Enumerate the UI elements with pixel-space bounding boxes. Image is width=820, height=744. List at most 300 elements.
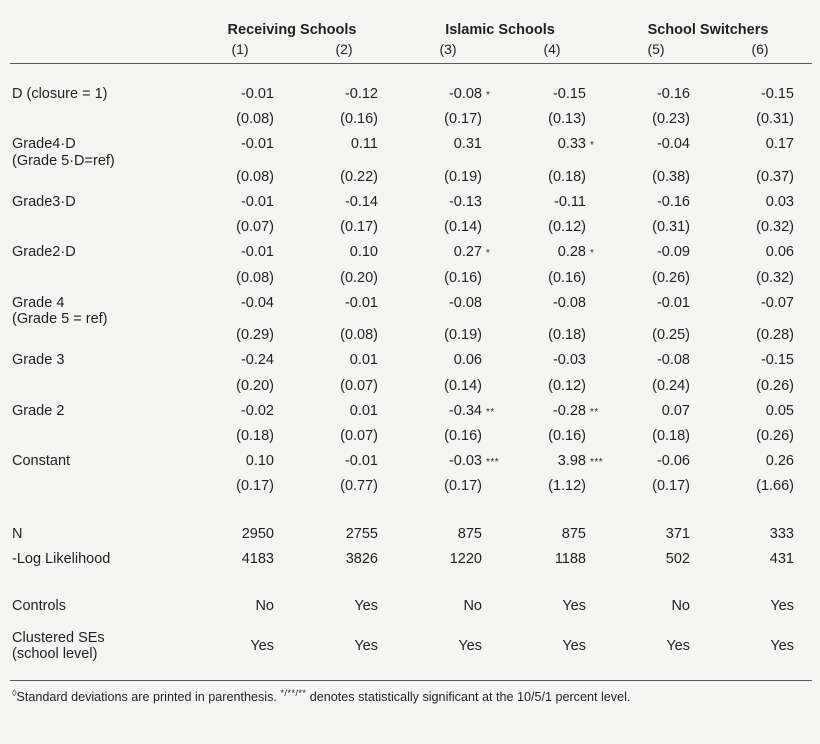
significance-stars xyxy=(380,295,396,327)
standard-error-value: (0.18) xyxy=(236,428,274,444)
coefficient-value: -0.08 xyxy=(448,294,482,311)
table-header xyxy=(10,0,812,64)
significance-stars-blank xyxy=(692,270,708,295)
significance-stars xyxy=(380,86,396,111)
significance-stars-blank xyxy=(588,623,604,669)
significance-stars-blank xyxy=(796,270,812,295)
significance-stars-blank xyxy=(588,526,604,551)
standard-error-value: (0.17) xyxy=(236,478,274,495)
significance-stars: * xyxy=(590,248,595,260)
table-row xyxy=(10,327,812,352)
standard-error-value: (0.26) xyxy=(756,428,794,444)
significance-stars-blank xyxy=(380,270,396,295)
significance-stars-blank xyxy=(380,623,396,669)
statistic-value: 2755 xyxy=(345,525,378,542)
statistic-value: 371 xyxy=(665,525,690,542)
significance-stars-blank xyxy=(276,111,292,136)
table-row xyxy=(10,598,812,623)
row-label-blank xyxy=(10,219,188,244)
significance-stars-blank xyxy=(588,270,604,295)
significance-stars xyxy=(796,194,812,219)
significance-stars-blank xyxy=(380,526,396,551)
column-number-3: (3) xyxy=(439,41,457,57)
coefficient-value: -0.01 xyxy=(344,453,378,470)
column-group-school-switchers: School Switchers xyxy=(647,22,769,38)
significance-stars-blank xyxy=(276,478,292,503)
pre-footer-spacer xyxy=(10,669,812,681)
standard-error-value: (0.32) xyxy=(756,219,794,236)
column-number-2: (2) xyxy=(335,41,353,57)
significance-stars-blank xyxy=(692,169,708,194)
row-label: Grade3·D xyxy=(12,194,76,211)
significance-stars-blank xyxy=(692,378,708,403)
statistic-value: 1220 xyxy=(449,550,482,567)
table-row xyxy=(10,551,812,576)
significance-stars-blank xyxy=(484,219,500,244)
coefficient-value: -0.28 xyxy=(552,402,586,419)
table-row xyxy=(10,623,812,669)
standard-error-value: (0.16) xyxy=(444,428,482,444)
significance-stars-blank xyxy=(380,478,396,503)
significance-stars xyxy=(692,403,708,428)
significance-stars: * xyxy=(486,248,491,260)
table-footnote xyxy=(10,688,812,704)
header-corner-cell xyxy=(10,22,188,41)
standard-error-value: (0.17) xyxy=(652,478,690,495)
standard-error-value: (0.29) xyxy=(236,327,274,344)
row-label-blank xyxy=(10,270,188,295)
table-row xyxy=(10,244,812,269)
significance-stars-blank xyxy=(484,623,500,669)
significance-stars-blank xyxy=(692,219,708,244)
specification-value: Yes xyxy=(666,638,690,655)
row-label: Controls xyxy=(12,597,66,614)
statistic-value: 2950 xyxy=(241,525,274,542)
standard-error-value: (0.13) xyxy=(548,111,586,128)
coefficient-value: 0.17 xyxy=(765,136,794,153)
coefficient-value: -0.11 xyxy=(554,194,586,211)
table-row xyxy=(10,403,812,428)
significance-stars-blank xyxy=(380,327,396,352)
significance-stars-blank xyxy=(588,478,604,503)
significance-stars-blank xyxy=(276,551,292,576)
significance-stars-blank xyxy=(588,219,604,244)
header-top-spacer xyxy=(10,0,812,22)
column-number-1: (1) xyxy=(231,41,249,57)
table-row xyxy=(10,295,812,327)
footnote-text-before: Standard deviations are printed in parenthesis. xyxy=(16,690,281,705)
table-row xyxy=(10,219,812,244)
coefficient-value: 0.10 xyxy=(349,244,378,261)
significance-stars: ** xyxy=(590,406,599,418)
coefficient-value: 0.26 xyxy=(765,453,794,470)
significance-stars xyxy=(380,244,396,269)
significance-stars xyxy=(796,403,812,428)
standard-error-value: (0.07) xyxy=(340,377,378,394)
significance-stars xyxy=(276,352,292,377)
table-row xyxy=(10,270,812,295)
specification-value: Yes xyxy=(770,597,794,614)
row-label-line1: Grade 4 xyxy=(12,294,65,311)
significance-stars-blank xyxy=(796,428,812,453)
specification-value: Yes xyxy=(354,597,378,614)
footnote-marker-icon: ◊ xyxy=(12,688,17,699)
coefficient-value: 3.98 xyxy=(557,453,586,470)
coefficient-value: -0.07 xyxy=(760,294,794,311)
significance-stars xyxy=(692,352,708,377)
significance-stars-blank xyxy=(276,623,292,669)
significance-stars xyxy=(484,136,500,168)
significance-stars-blank xyxy=(380,378,396,403)
significance-stars xyxy=(588,194,604,219)
significance-stars xyxy=(588,295,604,327)
significance-stars xyxy=(796,453,812,478)
significance-stars xyxy=(484,352,500,377)
significance-stars-blank xyxy=(484,270,500,295)
statistic-value: 875 xyxy=(561,525,586,542)
coefficient-value: -0.16 xyxy=(656,86,690,102)
significance-stars-blank xyxy=(796,551,812,576)
row-label: N xyxy=(12,525,23,542)
significance-stars-blank xyxy=(484,327,500,352)
coefficient-value: -0.15 xyxy=(760,352,794,369)
coefficient-value: -0.15 xyxy=(552,86,586,102)
stats-spacer xyxy=(10,504,812,526)
standard-error-value: (1.12) xyxy=(548,478,586,495)
standard-error-value: (0.25) xyxy=(652,327,690,344)
footer-rule xyxy=(10,681,812,683)
standard-error-value: (0.16) xyxy=(548,269,586,286)
standard-error-value: (0.08) xyxy=(236,269,274,286)
specification-value: No xyxy=(255,597,274,614)
statistic-value: 875 xyxy=(457,525,482,542)
footnote-text-after: denotes statistically significant at the 10/5/1 percent level. xyxy=(306,690,631,705)
footnote-significance-stars: */**/** xyxy=(280,688,307,700)
significance-stars-blank xyxy=(796,526,812,551)
significance-stars-blank xyxy=(692,111,708,136)
standard-error-value: (0.17) xyxy=(444,478,482,495)
table-row xyxy=(10,111,812,136)
row-label-blank xyxy=(10,169,188,194)
coefficient-value: 0.05 xyxy=(765,402,794,419)
significance-stars-blank xyxy=(276,219,292,244)
coefficient-value: 0.06 xyxy=(765,244,794,261)
significance-stars-blank xyxy=(692,526,708,551)
standard-error-value: (0.08) xyxy=(236,168,274,185)
standard-error-value: (0.18) xyxy=(548,327,586,344)
significance-stars-blank xyxy=(588,551,604,576)
coefficient-value: 0.07 xyxy=(661,402,690,419)
specification-value: Yes xyxy=(770,638,794,655)
significance-stars-blank xyxy=(692,428,708,453)
coefficient-value: 0.03 xyxy=(765,194,794,211)
significance-stars xyxy=(276,453,292,478)
coefficient-value: -0.01 xyxy=(240,194,274,211)
standard-error-value: (0.08) xyxy=(236,111,274,128)
standard-error-value: (0.37) xyxy=(756,168,794,185)
standard-error-value: (0.38) xyxy=(652,168,690,185)
standard-error-value: (0.17) xyxy=(444,111,482,128)
table-row xyxy=(10,453,812,478)
table-row xyxy=(10,194,812,219)
row-label: D (closure = 1) xyxy=(12,86,108,102)
standard-error-value: (0.26) xyxy=(652,269,690,286)
row-label-line1: Clustered SEs xyxy=(12,629,105,646)
coefficient-value: -0.08 xyxy=(552,294,586,311)
specification-value: No xyxy=(671,597,690,614)
statistic-value: 4183 xyxy=(241,550,274,567)
significance-stars-blank xyxy=(484,378,500,403)
significance-stars xyxy=(692,244,708,269)
standard-error-value: (0.16) xyxy=(548,428,586,444)
significance-stars: * xyxy=(486,90,491,101)
significance-stars: *** xyxy=(486,457,500,469)
specification-value: Yes xyxy=(562,597,586,614)
significance-stars-blank xyxy=(588,111,604,136)
standard-error-value: (0.20) xyxy=(236,377,274,394)
significance-stars: * xyxy=(590,140,595,152)
significance-stars-blank xyxy=(588,378,604,403)
coefficient-value: -0.01 xyxy=(240,244,274,261)
significance-stars: *** xyxy=(590,457,604,469)
coefficient-value: 0.01 xyxy=(349,352,378,369)
significance-stars xyxy=(588,86,604,111)
coefficient-value: -0.08 xyxy=(656,352,690,369)
coefficient-value: -0.06 xyxy=(656,453,690,470)
coefficient-value: 0.10 xyxy=(245,453,274,470)
row-label-line2: (Grade 5 = ref) xyxy=(12,311,108,328)
significance-stars xyxy=(276,86,292,111)
coefficient-value: 0.28 xyxy=(557,244,586,261)
body-top-spacer xyxy=(10,64,812,87)
coefficient-value: -0.03 xyxy=(552,352,586,369)
column-number-4: (4) xyxy=(543,41,561,57)
specification-value: Yes xyxy=(250,638,274,655)
coefficient-value: -0.01 xyxy=(240,136,274,153)
significance-stars-blank xyxy=(380,598,396,623)
significance-stars-blank xyxy=(692,598,708,623)
coefficient-value: -0.16 xyxy=(656,194,690,211)
column-number-5: (5) xyxy=(647,41,665,57)
standard-error-value: (0.19) xyxy=(444,327,482,344)
significance-stars xyxy=(380,194,396,219)
significance-stars-blank xyxy=(588,428,604,453)
significance-stars-blank xyxy=(796,169,812,194)
significance-stars xyxy=(380,136,396,168)
standard-error-value: (0.17) xyxy=(340,219,378,236)
significance-stars-blank xyxy=(692,551,708,576)
table-body xyxy=(10,64,812,683)
significance-stars xyxy=(796,244,812,269)
coefficient-value: -0.15 xyxy=(760,86,794,102)
significance-stars xyxy=(796,352,812,377)
standard-error-value: (0.14) xyxy=(444,219,482,236)
standard-error-value: (0.31) xyxy=(652,219,690,236)
row-label-blank xyxy=(10,378,188,403)
table-row xyxy=(10,352,812,377)
column-number-corner-cell xyxy=(10,41,188,62)
significance-stars xyxy=(380,453,396,478)
significance-stars-blank xyxy=(276,327,292,352)
standard-error-value: (0.18) xyxy=(548,168,586,185)
standard-error-value: (0.18) xyxy=(652,428,690,444)
significance-stars-blank xyxy=(380,219,396,244)
coefficient-value: -0.04 xyxy=(656,136,690,153)
standard-error-value: (0.77) xyxy=(340,478,378,495)
row-label: Constant xyxy=(12,453,71,470)
standard-error-value: (0.12) xyxy=(548,377,586,394)
coefficient-value: -0.02 xyxy=(240,402,274,419)
significance-stars-blank xyxy=(380,428,396,453)
coefficient-value: 0.11 xyxy=(350,136,378,153)
significance-stars-blank xyxy=(484,478,500,503)
significance-stars-blank xyxy=(692,478,708,503)
coefficient-value: -0.03 xyxy=(448,453,482,470)
significance-stars xyxy=(692,453,708,478)
significance-stars xyxy=(692,136,708,168)
significance-stars-blank xyxy=(484,551,500,576)
table-row xyxy=(10,428,812,453)
statistic-value: 1188 xyxy=(554,550,586,567)
specification-value: No xyxy=(463,597,482,614)
significance-stars-blank xyxy=(380,111,396,136)
coefficient-value: -0.14 xyxy=(344,194,378,211)
table-row xyxy=(10,478,812,503)
coefficient-value: 0.33 xyxy=(557,136,586,153)
significance-stars-blank xyxy=(276,598,292,623)
significance-stars-blank xyxy=(588,598,604,623)
standard-error-value: (0.16) xyxy=(340,111,378,128)
standard-error-value: (0.20) xyxy=(340,269,378,286)
standard-error-value: (0.14) xyxy=(444,377,482,394)
significance-stars xyxy=(796,86,812,111)
coefficient-value: 0.27 xyxy=(453,244,482,261)
significance-stars-blank xyxy=(484,598,500,623)
standard-error-value: (1.66) xyxy=(756,478,794,495)
spec-spacer xyxy=(10,576,812,598)
statistic-value: 3826 xyxy=(345,550,378,567)
column-number-6: (6) xyxy=(751,41,769,57)
significance-stars-blank xyxy=(380,551,396,576)
coefficient-value: -0.01 xyxy=(240,86,274,102)
coefficient-value: -0.04 xyxy=(240,294,274,311)
standard-error-value: (0.07) xyxy=(236,219,274,236)
significance-stars-blank xyxy=(796,478,812,503)
significance-stars-blank xyxy=(588,169,604,194)
significance-stars xyxy=(484,295,500,327)
significance-stars-blank xyxy=(796,598,812,623)
standard-error-value: (0.26) xyxy=(756,377,794,394)
statistic-value: 431 xyxy=(769,550,794,567)
column-group-islamic-schools: Islamic Schools xyxy=(445,22,555,38)
coefficient-value: -0.13 xyxy=(448,194,482,211)
significance-stars-blank xyxy=(484,111,500,136)
row-label-blank xyxy=(10,478,188,503)
standard-error-value: (0.19) xyxy=(444,168,482,185)
coefficient-value: -0.01 xyxy=(344,294,378,311)
coefficient-value: 0.06 xyxy=(453,352,482,369)
significance-stars-blank xyxy=(796,378,812,403)
significance-stars-blank xyxy=(692,623,708,669)
significance-stars xyxy=(276,194,292,219)
significance-stars-blank xyxy=(380,169,396,194)
significance-stars xyxy=(692,295,708,327)
significance-stars-blank xyxy=(484,428,500,453)
statistic-value: 333 xyxy=(769,525,794,542)
column-group-receiving-schools: Receiving Schools xyxy=(227,22,357,38)
regression-results-table xyxy=(10,0,812,682)
row-label-line1: Grade4·D xyxy=(12,136,76,153)
significance-stars-blank xyxy=(588,327,604,352)
row-label: Grade2·D xyxy=(12,244,76,261)
table-row xyxy=(10,378,812,403)
specification-value: Yes xyxy=(562,638,586,655)
coefficient-value: -0.08 xyxy=(448,86,482,102)
row-label xyxy=(10,623,188,669)
significance-stars xyxy=(796,295,812,327)
significance-stars-blank xyxy=(796,219,812,244)
coefficient-value: 0.01 xyxy=(349,402,378,419)
coefficient-value: -0.12 xyxy=(344,86,378,102)
significance-stars-blank xyxy=(796,623,812,669)
row-label xyxy=(10,295,188,327)
standard-error-value: (0.07) xyxy=(340,428,378,444)
column-number-row xyxy=(10,41,812,62)
row-label: Grade 3 xyxy=(12,352,65,369)
specification-value: Yes xyxy=(458,638,482,655)
row-label-line2: (Grade 5·D=ref) xyxy=(12,152,115,169)
significance-stars xyxy=(276,403,292,428)
significance-stars-blank xyxy=(276,428,292,453)
standard-error-value: (0.28) xyxy=(756,327,794,344)
significance-stars-blank xyxy=(276,270,292,295)
table-row xyxy=(10,86,812,111)
table-row xyxy=(10,526,812,551)
significance-stars-blank xyxy=(796,111,812,136)
specification-value: Yes xyxy=(354,638,378,655)
significance-stars xyxy=(588,352,604,377)
coefficient-value: 0.31 xyxy=(453,136,482,153)
significance-stars-blank xyxy=(484,526,500,551)
significance-stars xyxy=(796,136,812,168)
row-label: Grade 2 xyxy=(12,402,65,419)
coefficient-value: -0.09 xyxy=(656,244,690,261)
significance-stars-blank xyxy=(796,327,812,352)
coefficient-value: -0.34 xyxy=(448,402,482,419)
table-row xyxy=(10,136,812,168)
significance-stars xyxy=(276,136,292,168)
significance-stars-blank xyxy=(276,378,292,403)
standard-error-value: (0.32) xyxy=(756,269,794,286)
significance-stars xyxy=(692,86,708,111)
standard-error-value: (0.31) xyxy=(756,111,794,128)
row-label-blank xyxy=(10,111,188,136)
significance-stars-blank xyxy=(276,169,292,194)
standard-error-value: (0.23) xyxy=(652,111,690,128)
significance-stars xyxy=(276,244,292,269)
row-label-line2: (school level) xyxy=(12,646,98,663)
significance-stars xyxy=(276,295,292,327)
row-label-blank xyxy=(10,327,188,352)
standard-error-value: (0.22) xyxy=(340,168,378,185)
significance-stars xyxy=(484,194,500,219)
significance-stars-blank xyxy=(276,526,292,551)
standard-error-value: (0.16) xyxy=(444,269,482,286)
coefficient-value: -0.01 xyxy=(656,294,690,311)
standard-error-value: (0.24) xyxy=(652,377,690,394)
significance-stars-blank xyxy=(484,169,500,194)
row-label-blank xyxy=(10,428,188,453)
